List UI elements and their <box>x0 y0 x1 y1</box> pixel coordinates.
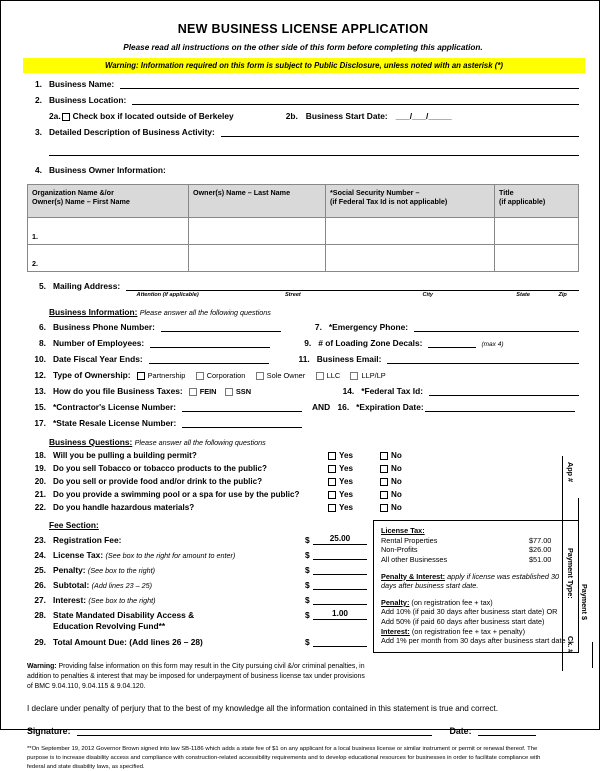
fee-row-23: 23. Registration Fee: $ 25.00 <box>27 534 367 545</box>
field-mailing-address <box>27 281 579 298</box>
input-subtotal[interactable] <box>313 579 367 590</box>
ownership-options <box>136 370 386 380</box>
fee-row-24: 24. License Tax: (See box to the right for amount to enter) $ <box>27 549 367 560</box>
label-date: Date: <box>449 725 472 736</box>
input-license-tax[interactable] <box>313 549 367 560</box>
input-penalty[interactable] <box>313 564 367 575</box>
license-tax-title: License Tax: <box>381 526 425 535</box>
item-number-6: 6. <box>39 322 46 332</box>
sublabel-state: State <box>516 292 530 298</box>
label-check-number: Ck. # <box>566 636 575 654</box>
tax-filing-options <box>188 386 251 396</box>
input-app-number[interactable] <box>578 498 579 543</box>
field-row-2a-2b <box>27 111 579 121</box>
cell-owner2-ssn[interactable] <box>326 245 495 272</box>
input-mailing-address[interactable] <box>126 281 579 291</box>
label-sole-owner: Sole Owner <box>266 371 306 380</box>
penalty-details: Penalty: (on registration fee + tax) <box>381 597 493 607</box>
checkbox-llp-lp[interactable] <box>350 372 358 380</box>
input-disability-access-fee[interactable]: 1.00 <box>313 609 367 620</box>
interest-text: Add 1% per month from 30 days after business start date <box>381 636 566 646</box>
field-row-13-14 <box>27 386 579 396</box>
input-federal-tax-id[interactable] <box>429 386 579 396</box>
checkbox-partnership[interactable] <box>137 372 145 380</box>
field-type-of-ownership <box>27 370 579 380</box>
public-disclosure-warning-banner: Warning: Information required on this form is subject to Public Disclosure, unless noted with an asterisk (*) <box>23 58 585 73</box>
label-emergency-phone: *Emergency Phone: <box>328 322 409 332</box>
question-21: 21. Do you provide a swimming pool or a spa for use by the public? Yes No <box>27 490 579 499</box>
sb1186-footnote: **On September 19, 2012 Governor Brown signed into law SB-1186 which adds a state fee of $1 on any applicant for a local business license or similar instrument or permit or renewal thereof. The purpose is to increase disability access and compliance with construction-related accessibility requirements and to develop educational resources for businesses in order to facilitate compliance with federal and state disability laws, as specified. <box>27 745 541 770</box>
question-19: 19. Do you sell Tobacco or tobacco products to the public? Yes No <box>27 464 579 473</box>
fee-row-28-line2: Education Revolving Fund** <box>53 621 166 631</box>
label-business-activity: Detailed Description of Business Activity: <box>49 127 215 137</box>
input-total-amount-due[interactable] <box>313 636 367 647</box>
section-heading-business-information: Business Information: Please answer all the following questions <box>49 307 271 317</box>
checkbox-yes-20[interactable] <box>328 478 336 486</box>
item-number-3: 3. <box>35 127 42 137</box>
field-business-location <box>27 95 579 105</box>
fee-row-25: 25. Penalty: (See box to the right) $ <box>27 564 367 575</box>
label-business-email: Business Email: <box>316 354 382 364</box>
yes-option-22[interactable]: Yes <box>327 503 379 512</box>
label-outside-berkeley: Check box if located outside of Berkeley <box>72 111 234 121</box>
input-expiration-date[interactable] <box>425 402 575 412</box>
yes-option-18[interactable]: Yes <box>327 451 379 460</box>
fee-row-26: 26. Subtotal: (Add lines 23 – 25) $ <box>27 579 367 590</box>
label-business-name: Business Name: <box>49 79 115 89</box>
field-row-10-11 <box>27 354 579 364</box>
item-number-5: 5. <box>39 281 46 291</box>
label-contractor-license: *Contractor's License Number: <box>53 402 176 412</box>
fee-row-27: 27. Interest: (See box to the right) $ <box>27 594 367 605</box>
input-business-name[interactable] <box>120 79 579 89</box>
item-number-12: 12. <box>34 370 46 380</box>
office-use-strip <box>562 456 597 671</box>
field-business-owner-information <box>27 165 579 175</box>
cell-owner2-title[interactable] <box>495 245 579 272</box>
no-option-20[interactable]: No <box>379 477 431 486</box>
cell-owner1-title[interactable] <box>495 218 579 245</box>
label-payment-type: Payment Type: <box>566 548 575 599</box>
label-business-owner-information: Business Owner Information: <box>49 165 166 175</box>
label-business-start-date: Business Start Date: <box>305 111 388 121</box>
item-number-16: 16. <box>337 402 350 412</box>
item-number-11: 11. <box>298 354 310 364</box>
checkbox-no-20[interactable] <box>380 478 388 486</box>
tax-rate-other: All other Businesses $51.00 <box>381 554 552 564</box>
field-row-6-7 <box>27 322 579 332</box>
checkbox-yes-18[interactable] <box>328 452 336 460</box>
no-option-21[interactable]: No <box>379 490 431 499</box>
item-number-2b: 2b. <box>285 111 298 121</box>
fee-row-29: 29. Total Amount Due: (Add lines 26 – 28) $ <box>27 636 367 647</box>
checkbox-llc[interactable] <box>316 372 324 380</box>
checkbox-no-21[interactable] <box>380 491 388 499</box>
item-number-2: 2. <box>35 95 42 105</box>
owner-information-table <box>27 184 579 272</box>
business-questions-list <box>27 451 579 512</box>
label-number-of-employees: Number of Employees: <box>53 338 145 348</box>
label-ssn: SSN <box>235 387 252 396</box>
label-llc: LLC <box>326 371 341 380</box>
input-emergency-phone[interactable] <box>414 322 579 332</box>
label-file-business-taxes: How do you file Business Taxes: <box>53 386 183 396</box>
cell-owner2-index[interactable]: 2. <box>28 245 189 272</box>
no-option-19[interactable]: No <box>379 464 431 473</box>
item-number-15: 15. <box>34 402 46 412</box>
tax-rate-rental: Rental Properties $77.00 <box>381 535 552 545</box>
label-corporation: Corporation <box>206 371 246 380</box>
label-federal-tax-id: *Federal Tax Id: <box>361 386 423 396</box>
connector-and: AND <box>312 402 331 412</box>
input-business-email[interactable] <box>387 354 579 364</box>
input-business-activity-line1[interactable] <box>221 127 579 137</box>
input-contractor-license[interactable] <box>182 402 302 412</box>
label-llp-lp: LLP/LP <box>361 371 386 380</box>
input-interest[interactable] <box>313 594 367 605</box>
label-business-phone: Business Phone Number: <box>53 322 155 332</box>
perjury-declaration: I declare under penalty of perjury that to the best of my knowledge all the information contained in this statement is true and correct. <box>27 703 499 713</box>
item-number-10: 10. <box>34 354 46 364</box>
yes-option-21[interactable]: Yes <box>327 490 379 499</box>
question-22: 22. Do you handle hazardous materials? Yes No <box>27 503 579 512</box>
column-header-ssn: *Social Security Number – (if Federal Tax Id is not applicable) <box>326 185 495 218</box>
fee-and-tax-area <box>27 520 579 653</box>
section-heading-business-questions: Business Questions: Please answer all the following questions <box>49 437 266 447</box>
license-tax-info-box <box>373 520 579 653</box>
field-business-activity-line2 <box>27 146 579 156</box>
interest-details: Interest: (on registration fee + tax + penalty) <box>381 626 525 636</box>
input-number-of-employees[interactable] <box>150 338 270 348</box>
checkbox-outside-berkeley[interactable] <box>62 113 70 121</box>
label-type-of-ownership: Type of Ownership: <box>53 370 131 380</box>
input-business-start-date[interactable]: ___/___/_____ <box>395 111 452 121</box>
input-payment-amount[interactable] <box>592 642 593 668</box>
field-business-activity <box>27 127 579 137</box>
checkbox-fein[interactable] <box>189 388 197 396</box>
note-loading-zone-max: (max 4) <box>481 341 504 348</box>
input-business-phone[interactable] <box>161 322 281 332</box>
column-header-last-name: Owner(s) Name – Last Name <box>189 185 326 218</box>
cell-owner1-last[interactable] <box>189 218 326 245</box>
label-fein: FEIN <box>199 387 217 396</box>
input-registration-fee[interactable]: 25.00 <box>313 534 367 545</box>
checkbox-ssn[interactable] <box>225 388 233 396</box>
item-number-8: 8. <box>39 338 46 348</box>
item-number-13: 13. <box>34 386 46 396</box>
checkbox-corporation[interactable] <box>196 372 204 380</box>
input-business-location[interactable] <box>132 95 579 105</box>
input-state-resale-license[interactable] <box>182 418 302 428</box>
input-loading-zone-decals[interactable] <box>428 338 476 348</box>
input-date[interactable] <box>478 726 536 736</box>
column-header-org-first-name: Organization Name &/or Owner(s) Name – First Name <box>28 185 189 218</box>
sublabel-street: Street <box>284 292 301 298</box>
column-header-title: Title (if applicable) <box>495 185 579 218</box>
cell-owner2-last[interactable] <box>189 245 326 272</box>
checkbox-yes-19[interactable] <box>328 465 336 473</box>
table-row <box>28 245 579 272</box>
checkbox-sole-owner[interactable] <box>256 372 264 380</box>
label-fiscal-year-end: Date Fiscal Year Ends: <box>53 354 143 364</box>
no-option-18[interactable]: No <box>379 451 431 460</box>
input-business-activity-line2[interactable] <box>49 146 579 156</box>
mailing-address-sublabels <box>105 292 579 298</box>
penalty-interest-intro: Penalty & Interest: apply if license was established 30 days after business start date. <box>381 571 560 591</box>
fee-row-28: 28. State Mandated Disability Access & $ 1.00 <box>27 609 367 620</box>
item-number-7: 7. <box>314 322 322 332</box>
yes-option-19[interactable]: Yes <box>327 464 379 473</box>
signature-row <box>27 726 579 736</box>
cell-owner1-index[interactable]: 1. <box>28 218 189 245</box>
checkbox-no-19[interactable] <box>380 465 388 473</box>
input-signature[interactable] <box>77 726 432 736</box>
checkbox-no-22[interactable] <box>380 504 388 512</box>
item-number-2a: 2a. <box>49 111 61 121</box>
label-partnership: Partnership <box>147 371 186 380</box>
item-number-14: 14. <box>342 386 355 396</box>
question-20: 20. Do you sell or provide food and/or drink to the public? Yes No <box>27 477 579 486</box>
label-signature: Signature: <box>27 725 71 736</box>
sublabel-attention: Attention (if applicable) <box>136 292 199 298</box>
tax-rate-nonprofit: Non-Profits $26.00 <box>381 545 552 555</box>
field-business-name <box>27 79 579 89</box>
item-number-9: 9. <box>304 338 312 348</box>
fee-section <box>27 520 367 653</box>
section-heading-fee: Fee Section: <box>49 520 99 530</box>
label-state-resale-license: *State Resale License Number: <box>53 418 177 428</box>
no-option-22[interactable]: No <box>379 503 431 512</box>
penalty-text: Add 10% (if paid 30 days after business start date) OR Add 50% (if paid 60 days after business start date) <box>381 607 558 626</box>
label-mailing-address: Mailing Address: <box>53 281 121 291</box>
question-18: 18. Will you be pulling a building permit? Yes No <box>27 451 579 460</box>
field-state-resale-license <box>27 418 579 428</box>
label-payment-amount: Payment $ <box>580 584 589 620</box>
yes-option-20[interactable]: Yes <box>327 477 379 486</box>
item-number-17: 17. <box>34 418 46 428</box>
sublabel-city: City <box>422 292 434 298</box>
label-expiration-date: *Expiration Date: <box>356 402 424 412</box>
table-header-row <box>28 185 579 218</box>
input-payment-type[interactable] <box>578 604 579 632</box>
item-number-4: 4. <box>35 165 42 175</box>
label-app-number: App # <box>566 462 575 482</box>
cell-owner1-ssn[interactable] <box>326 218 495 245</box>
item-number-1: 1. <box>35 79 42 89</box>
field-row-8-9 <box>27 338 579 348</box>
field-row-15-16 <box>27 402 579 412</box>
input-fiscal-year-end[interactable] <box>149 354 269 364</box>
page-subtitle: Please read all instructions on the other side of this form before completing this application. <box>123 43 483 52</box>
false-information-warning: Warning: Providing false information on this form may result in the City pursuing civil &/or criminal penalties, in addition to penalties & interest that may be imposed for underpayment of business license tax under provisions of BMC 9.04.110, 9.04.115 & 9.04.120. <box>27 662 365 690</box>
label-loading-zone-decals: # of Loading Zone Decals: <box>318 338 423 348</box>
checkbox-yes-22[interactable] <box>328 504 336 512</box>
table-row <box>28 218 579 245</box>
checkbox-no-18[interactable] <box>380 452 388 460</box>
page-title: NEW BUSINESS LICENSE APPLICATION <box>177 22 429 36</box>
label-business-location: Business Location: <box>49 95 127 105</box>
sublabel-zip: Zip <box>558 292 567 298</box>
checkbox-yes-21[interactable] <box>328 491 336 499</box>
